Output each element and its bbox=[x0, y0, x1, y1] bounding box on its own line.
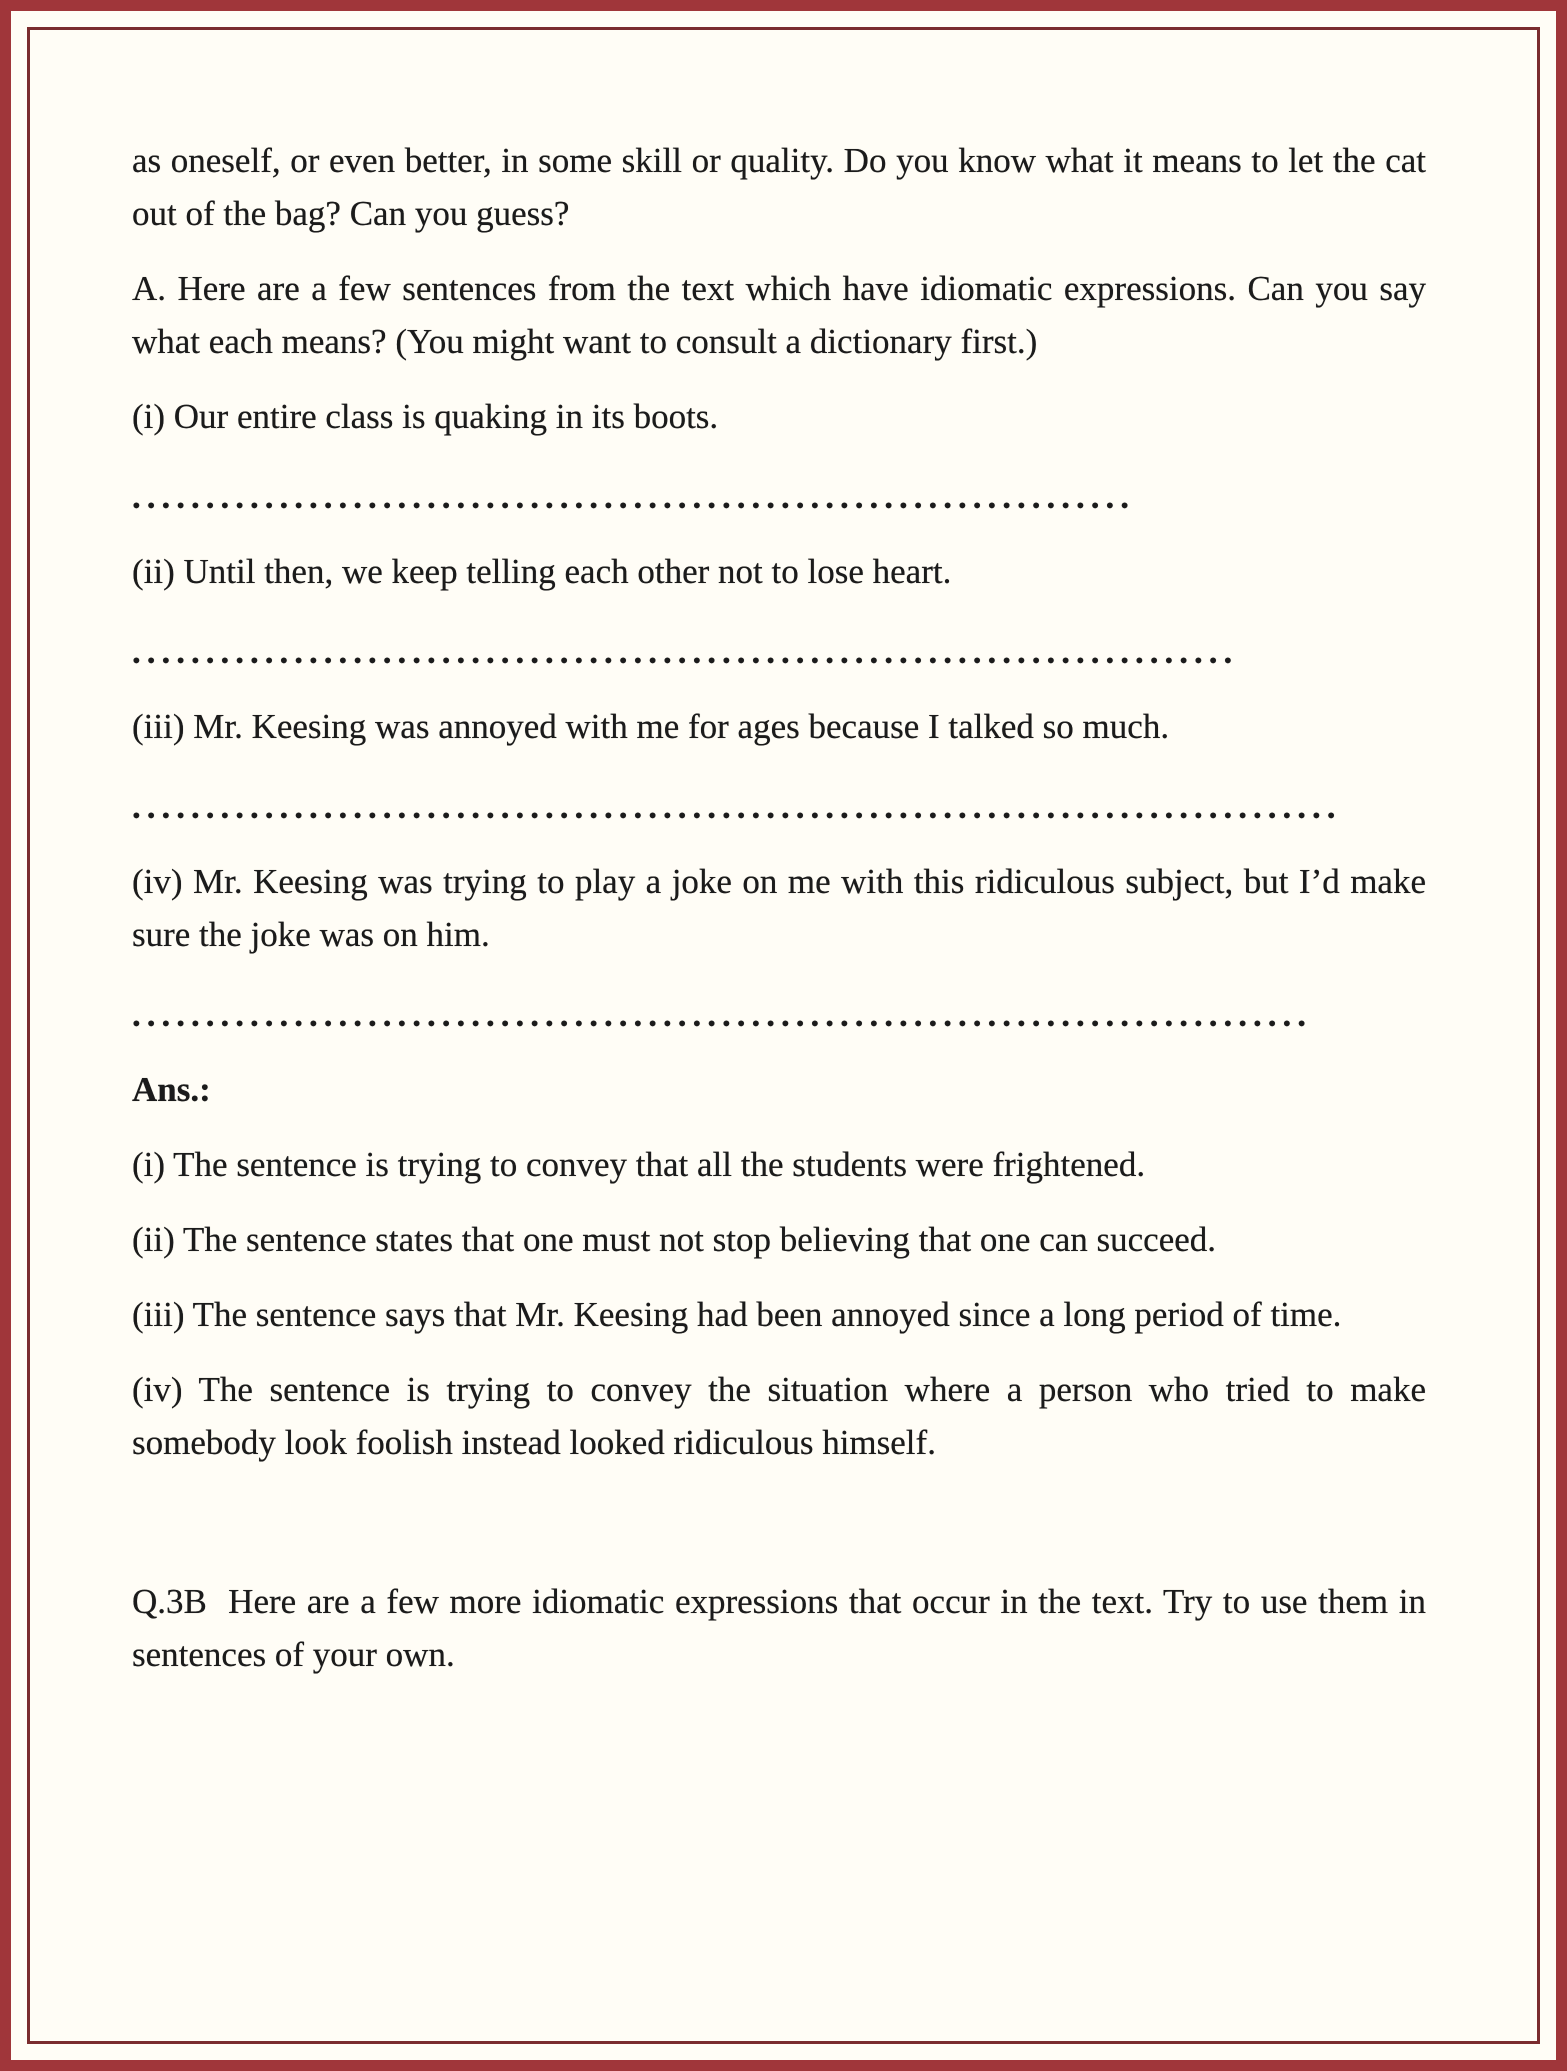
question-item-ii: (ii) Until then, we keep telling each other not to lose heart. bbox=[132, 552, 952, 591]
inner-border-frame bbox=[27, 27, 1540, 2044]
answer-blank-line-3: .................................................................................. bbox=[132, 787, 1342, 826]
answer-item-iv: (iv) The sentence is trying to convey the situation where a person who tried to make somebody look foolish instead looked ridiculous himself. bbox=[132, 1370, 1426, 1462]
page-content bbox=[30, 30, 1537, 1703]
answer-item-i: (i) The sentence is trying to convey that all the students were frightened. bbox=[132, 1145, 1146, 1184]
answer-blank-line-2: ........................................................................... bbox=[132, 632, 1239, 671]
answer-blank-line-4: ................................................................................ bbox=[132, 995, 1312, 1034]
intro-paragraph: as oneself, or even better, in some skill or quality. Do you know what it means to let the cat out of the bag? Can you guess? bbox=[132, 141, 1426, 233]
answer-item-iii: (iii) The sentence says that Mr. Keesing had been annoyed since a long period of time. bbox=[132, 1295, 1342, 1334]
question-3b-prompt: Q.3B Here are a few more idiomatic expressions that occur in the text. Try to use them in sentences of your own. bbox=[132, 1582, 1435, 1674]
answer-item-ii: (ii) The sentence states that one must not stop believing that one can succeed. bbox=[132, 1220, 1217, 1259]
answers-heading: Ans.: bbox=[132, 1070, 211, 1109]
answer-blank-line-1: .................................................................... bbox=[132, 477, 1135, 516]
question-item-iii: (iii) Mr. Keesing was annoyed with me for ages because I talked so much. bbox=[132, 707, 1170, 746]
question-item-i: (i) Our entire class is quaking in its boots. bbox=[132, 397, 719, 436]
question-a-prompt: A. Here are a few sentences from the text which have idiomatic expressions. Can you say what each means? (You might want to consult a dictionary first.) bbox=[132, 269, 1426, 361]
question-item-iv: (iv) Mr. Keesing was trying to play a joke on me with this ridiculous subject, but I’d make sure the joke was on him. bbox=[132, 862, 1426, 954]
